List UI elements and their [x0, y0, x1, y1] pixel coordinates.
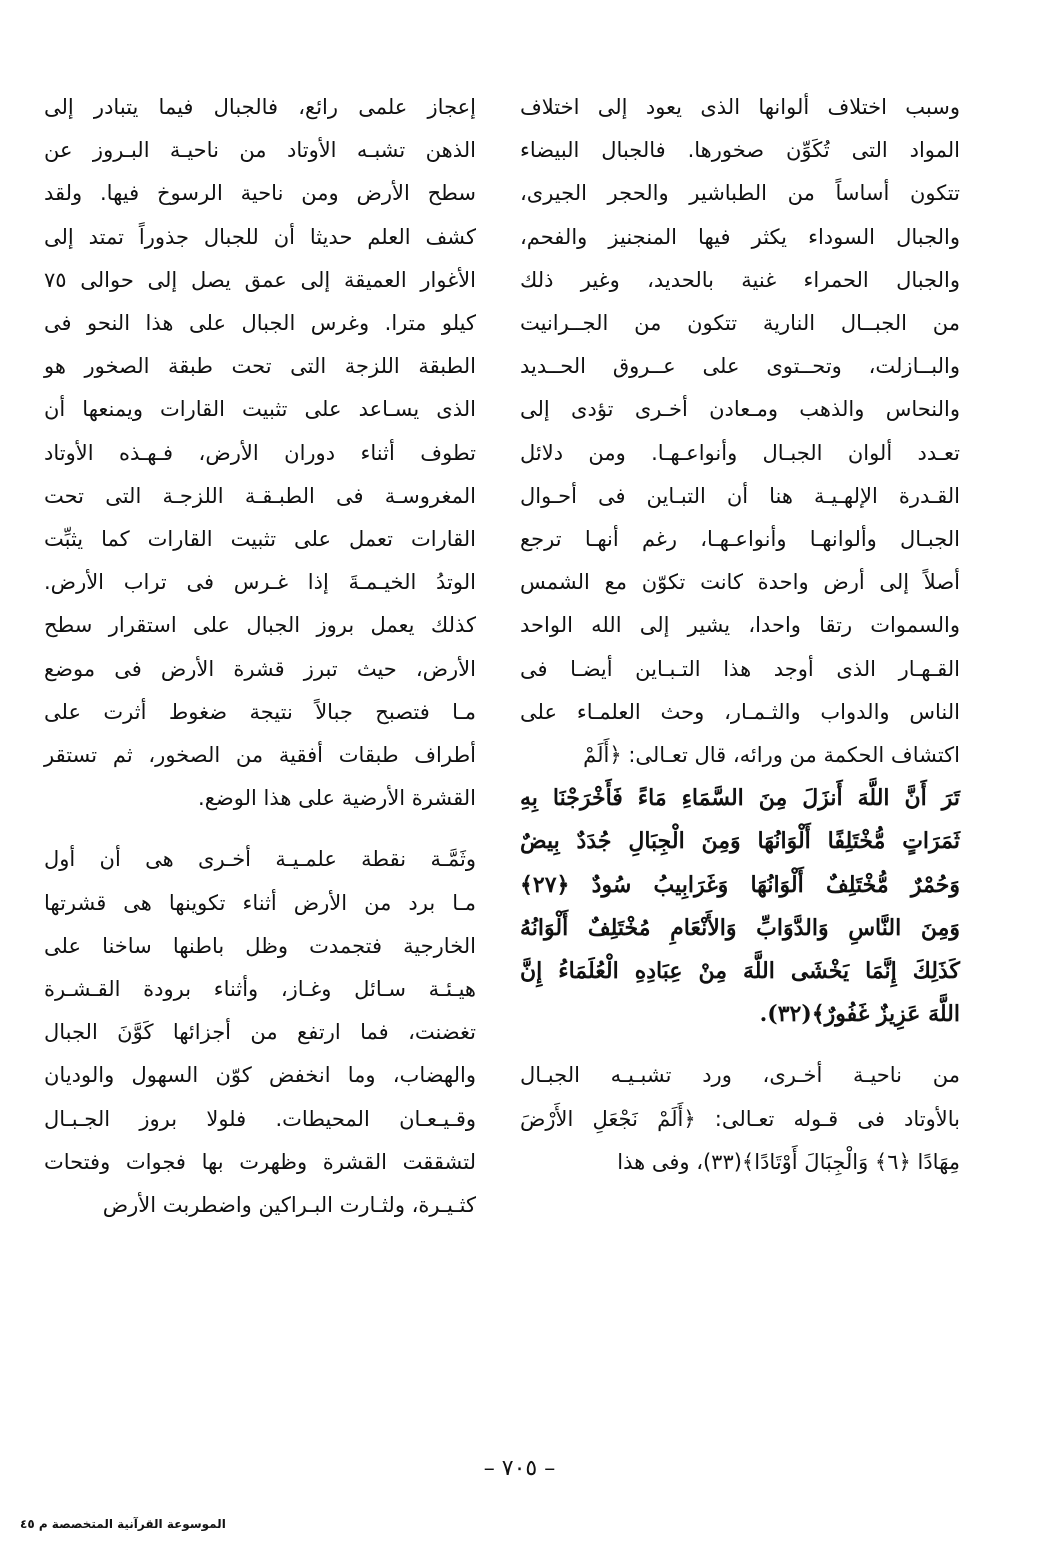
- text-line: والنحاس والذهب ومـعادن أخـرى تؤدى إلى: [520, 397, 960, 422]
- text-line: المواد التى تُكَوِّن صخورها. فالجبال البيضاء: [520, 138, 960, 163]
- text-line: الأغوار العميقة إلى عمق يصل إلى حوالى ٧٥: [44, 267, 476, 292]
- text-line: وثَمَّـة نقطة علمـيـة أخـرى هى أن أول: [44, 847, 476, 872]
- quran-verse: [520, 777, 960, 1036]
- text-line: من ناحيـة أخـرى، ورد تشبـيـه الجبـال: [520, 1063, 960, 1088]
- text-line: الذى يسـاعد على تثبيت القارات ويمنعها أن: [44, 397, 476, 422]
- text-line: تغضنت، فما ارتفع من أجزائها كَوَّنَ الجبال: [44, 1020, 476, 1045]
- text-line: القشرة الأرضية على هذا الوضع.: [198, 786, 476, 811]
- text-line: والهضاب، وما انخفض كوّن السهول والوديان: [44, 1063, 476, 1088]
- text-line: تَرَ أَنَّ اللَّهَ أَنزَلَ مِنَ السَّمَاءِ مَاءً فَأَخْرَجْنَا بِهِ: [520, 785, 960, 812]
- text-line: كيلو مترا. وغرس الجبال على هذا النحو فى: [44, 311, 476, 336]
- paragraph: [44, 86, 476, 820]
- text-line: اللَّهَ عَزِيزٌ غَفُورٌ﴾(٣٢).: [759, 1001, 960, 1028]
- text-line: وسبب اختلاف ألوانها الذى يعود إلى اختلاف: [520, 95, 960, 119]
- text-line: هيـئـة سـائل وغـاز، وأثناء برودة القـشـرة: [44, 977, 476, 1002]
- text-line: الوتدُ الخيـمـةَ إذا غـرس فى تراب الأرض.: [44, 570, 476, 595]
- text-line: تطوف أثناء دوران الأرض، فـهـذه الأوتاد: [44, 440, 476, 465]
- text-line: اكتشاف الحكمة من ورائه، قال تعـالى: ﴿أَلَمْ: [583, 743, 960, 768]
- text-line: أطراف طبقات أفقية من الصخور، ثم تستقر: [44, 743, 476, 768]
- text-line: الأرض، حيث تبرز قشرة الأرض فى موضع: [44, 656, 476, 681]
- text-line: الطبقة اللزجة التى تحت طبقة الصخور هو: [44, 354, 476, 379]
- text-line: وقـيـعـان المحيطات. فلولا بروز الجـبـال: [44, 1106, 476, 1131]
- text-line: القـدرة الإلهـيـة هنا أن التبـاين فى أحـوال: [520, 483, 960, 508]
- text-line: من الجبــال النارية تتكون من الجــرانيت: [520, 311, 960, 336]
- text-line: الناس والدواب والثـمـار، وحث العلمـاء على: [520, 699, 960, 724]
- paragraph: [44, 838, 476, 1227]
- right-column: [520, 86, 960, 1184]
- text-line: تعـدد ألوان الجبـال وأنواعـهـا. ومن دلائل: [520, 440, 960, 465]
- text-line: الذهن تشبـه الأوتاد من ناحيـة البـروز عن: [44, 138, 476, 163]
- text-line: مـا فتصبح جبالاً نتيجة ضغوط أثرت على: [44, 699, 476, 724]
- text-line: مـا برد من الأرض أثناء تكوينها هى قشرتها: [44, 890, 476, 915]
- left-column: [44, 86, 476, 1227]
- text-line: القـهـار الذى أوجد هذا التـبـاين أيضـا فى: [520, 656, 960, 681]
- text-line: بالأوتاد فى قـوله تعـالى: ﴿أَلَمْ نَجْعَلِ الأَرْضَ: [520, 1106, 960, 1131]
- text-line: ثَمَرَاتٍ مُّخْتَلِفًا أَلْوَانُهَا وَمِنَ الْجِبَالِ جُدَدٌ بِيضٌ: [520, 828, 960, 855]
- text-line: مِهَادًا ﴿٦﴾ وَالْجِبَالَ أَوْتَادًا﴾(٣٣)، وفى هذا: [617, 1149, 960, 1174]
- text-line: إعجاز علمى رائع، فالجبال فيما يتبادر إلى: [44, 95, 476, 119]
- text-line: القارات تعمل على تثبيت القارات كما يثبِّت: [44, 527, 476, 552]
- text-line: أصلاً إلى أرض واحدة كانت تكوّن مع الشمس: [520, 570, 960, 595]
- text-line: كشف العلم حديثا أن للجبال جذوراً تمتد إلى: [44, 224, 476, 249]
- text-line: والبــازلت، وتحــتوى على عــروق الحــديد: [520, 354, 960, 379]
- text-line: والجبال الحمراء غنية بالحديد، وغير ذلك: [520, 267, 960, 292]
- text-line: كذلك يعمل بروز الجبال على استقرار سطح: [44, 613, 476, 638]
- text-line: والسموات رتقا واحدا، يشير إلى الله الواحد: [520, 613, 960, 638]
- text-line: وَمِنَ النَّاسِ وَالدَّوَابِّ وَالأَنْعَامِ مُخْتَلِفٌ أَلْوَانُهُ: [520, 914, 960, 941]
- text-line: وَحُمْرٌ مُّخْتَلِفٌ أَلْوَانُهَا وَغَرَابِيبُ سُودٌ ﴿٢٧﴾: [520, 871, 960, 898]
- text-line: المغروسـة فى الطبـقـة اللزجـة التى تحت: [44, 483, 476, 508]
- text-line: والجبال السوداء يكثر فيها المنجنيز والفحم،: [520, 224, 960, 249]
- text-line: كَذَلِكَ إِنَّمَا يَخْشَى اللَّهَ مِنْ عِبَادِهِ الْعُلَمَاءُ إِنَّ: [520, 958, 960, 985]
- text-line: الجبـال وألوانهـا وأنواعـهـا، رغم أنهـا ترجع: [520, 527, 960, 552]
- text-line: تتكون أساساً من الطباشير والحجر الجيرى،: [520, 181, 960, 206]
- page-number: – ٧٠٥ –: [483, 1456, 556, 1481]
- text-line: الخارجية فتجمدت وظل باطنها ساخنا على: [44, 933, 476, 958]
- footer-title: الموسوعة القرآنية المتخصصة م ٤٥: [20, 1517, 226, 1531]
- text-line: لتشققت القشرة وظهرت بها فجوات وفتحات: [44, 1149, 476, 1174]
- paragraph: [520, 1054, 960, 1184]
- text-line: سطح الأرض ومن ناحية الرسوخ فيها. ولقد: [44, 181, 476, 206]
- paragraph: [520, 86, 960, 777]
- text-line: كثـيـرة، ولثـارت البـراكين واضطربت الأرض: [102, 1193, 476, 1218]
